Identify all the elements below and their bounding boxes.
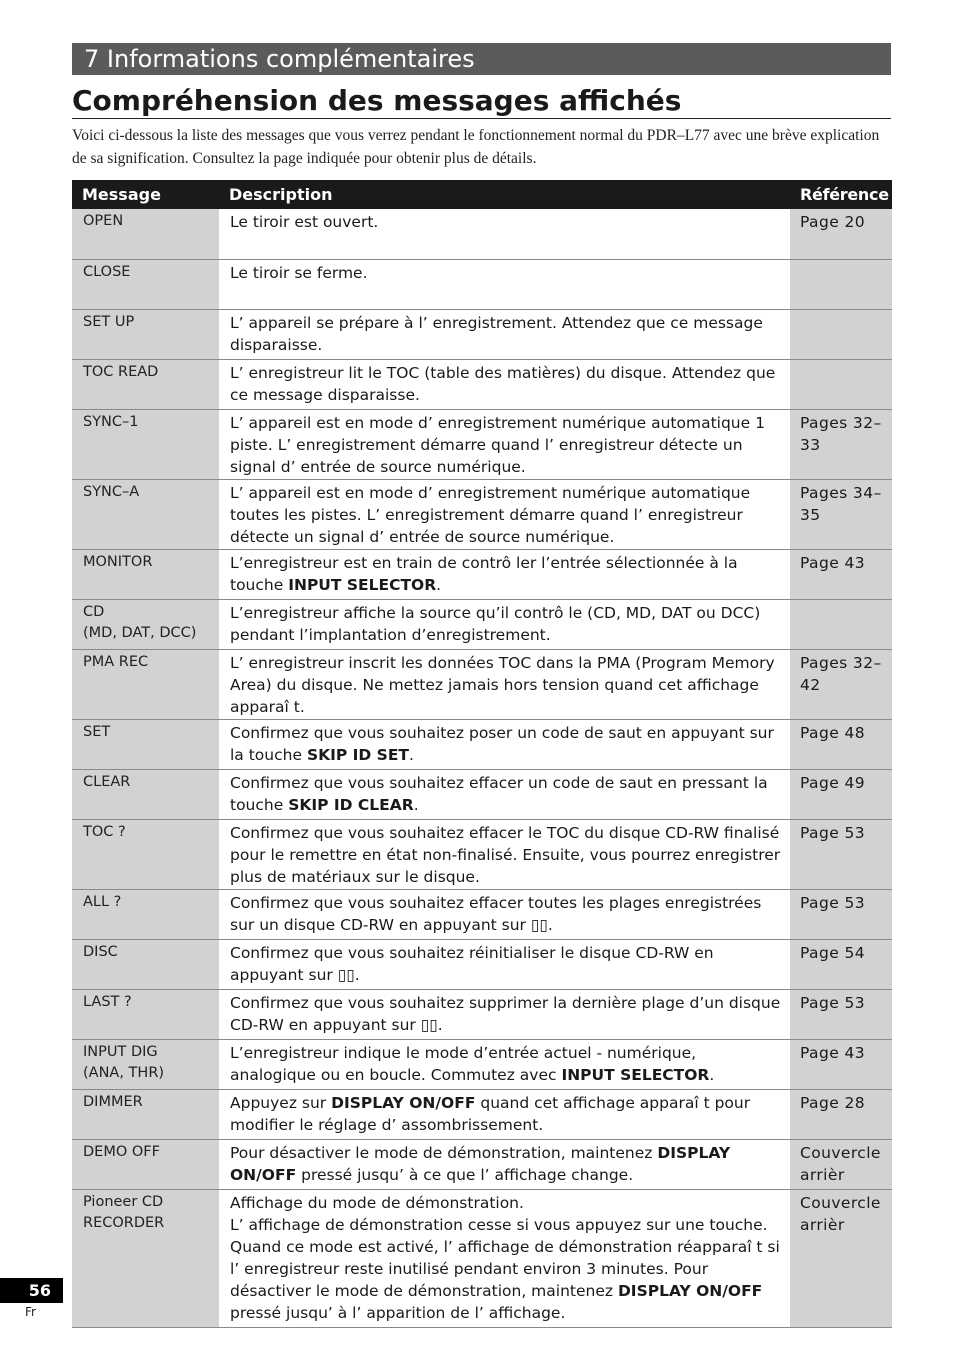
description-text: [230, 894, 761, 934]
reference-text: Page 48: [800, 723, 865, 742]
reference-text: Page 43: [800, 1043, 865, 1062]
reference-cell: [790, 479, 892, 549]
description-text: [230, 994, 780, 1034]
table-row: [72, 209, 892, 259]
reference-text: Page 49: [800, 773, 865, 792]
message-cell: [72, 769, 219, 819]
page-title: Compréhension des messages affichés: [72, 84, 891, 119]
description-text: [230, 724, 774, 764]
message-text: PMA REC: [83, 653, 149, 670]
message-cell: [72, 939, 219, 989]
reference-cell: [790, 889, 892, 939]
description-segment: pressé jusqu’ à ce que l’ affichage change.: [296, 1165, 634, 1184]
description-cell: [219, 769, 790, 819]
reference-cell: [790, 989, 892, 1039]
description-text: [230, 1194, 780, 1322]
reference-cell: [790, 309, 892, 359]
description-text: [230, 264, 368, 282]
message-text: DIMMER: [83, 1093, 143, 1110]
table-row: [72, 479, 892, 549]
table-header-row: [72, 180, 892, 209]
messages-table: [72, 180, 892, 1328]
description-segment: Le tiroir se ferme.: [230, 263, 368, 282]
description-text: [230, 364, 775, 404]
message-text: DEMO OFF: [83, 1143, 160, 1160]
message-text: LAST ?: [83, 993, 132, 1010]
table-row: [72, 309, 892, 359]
message-text: CLOSE: [83, 263, 131, 280]
description-segment: L’ appareil est en mode d’ enregistrement numérique automatique toutes les pistes. L’ enregistrement démarre quand l’ enregistreur détecte un signal d’ entrée de source numérique.: [230, 483, 751, 546]
message-cell: [72, 549, 219, 599]
message-text: Pioneer CD RECORDER: [83, 1193, 165, 1231]
reference-text: Page 20: [800, 213, 865, 231]
description-key-name: DISPLAY ON/OFF: [331, 1093, 476, 1112]
table-row: [72, 549, 892, 599]
message-cell: [72, 1039, 219, 1089]
message-text: INPUT DIG (ANA, THR): [83, 1043, 165, 1081]
message-text: TOC ?: [83, 823, 126, 840]
message-cell: [72, 1089, 219, 1139]
message-cell: [72, 309, 219, 359]
reference-cell: [790, 1189, 892, 1327]
description-cell: [219, 479, 790, 549]
message-cell: [72, 819, 219, 889]
description-segment: Affichage du mode de démonstration. L’ affichage de démonstration cesse si vous appuyez sur une touche. Quand ce mode est activé, l’ affichage de démonstration réapparaî t si l’ enregistreur reste inutilisé pendant environ 3 minutes. Pour désactiver le mode de démonstration, maintenez: [230, 1193, 780, 1300]
message-cell: [72, 719, 219, 769]
description-segment: .: [409, 745, 414, 764]
description-key-name: SKIP ID SET: [306, 745, 409, 764]
reference-text: Page 53: [800, 993, 865, 1012]
table-row: [72, 649, 892, 719]
reference-cell: [790, 1089, 892, 1139]
description-text: [230, 774, 768, 814]
description-cell: [219, 939, 790, 989]
description-text: [230, 944, 714, 984]
message-cell: [72, 649, 219, 719]
chapter-header: 7 Informations complémentaires: [72, 43, 891, 75]
page-number: 56: [0, 1278, 63, 1303]
reference-cell: [790, 1039, 892, 1089]
table-row: [72, 409, 892, 479]
description-segment: L’enregistreur indique le mode d’entrée actuel - numérique, analogique ou en boucle. Commutez avec: [230, 1043, 697, 1084]
table-row: [72, 889, 892, 939]
description-text: [230, 1044, 714, 1084]
description-cell: [219, 549, 790, 599]
message-cell: [72, 1189, 219, 1327]
description-cell: [219, 649, 790, 719]
reference-cell: [790, 209, 892, 259]
message-text: TOC READ: [83, 363, 159, 380]
reference-cell: [790, 409, 892, 479]
description-text: [230, 414, 765, 476]
reference-cell: [790, 599, 892, 649]
reference-text: Pages 32–42: [800, 653, 882, 694]
description-segment: Le tiroir est ouvert.: [230, 213, 379, 231]
description-cell: [219, 1089, 790, 1139]
description-segment: Confirmez que vous souhaitez effacer le TOC du disque CD-RW finalisé pour le remettre en état non-finalisé. Ensuite, vous pourrez enregistrer plus de matériaux sur le disque.: [230, 823, 781, 886]
message-text: ALL ?: [83, 893, 122, 910]
intro-paragraph: Voici ci-dessous la liste des messages que vous verrez pendant le fonctionnement normal du PDR–L77 avec une brève explication de sa signification. Consultez la page indiquée pour obtenir plus de détails.: [72, 127, 880, 167]
description-text: [230, 1144, 730, 1184]
description-segment: Appuyez sur: [230, 1093, 332, 1112]
message-text: SYNC–1: [83, 413, 139, 430]
reference-cell: [790, 259, 892, 309]
description-cell: [219, 719, 790, 769]
message-text: CLEAR: [83, 773, 131, 790]
description-segment: L’ appareil se prépare à l’ enregistrement. Attendez que ce message disparaisse.: [230, 313, 763, 354]
message-cell: [72, 989, 219, 1039]
table-row: [72, 989, 892, 1039]
description-cell: [219, 819, 790, 889]
message-text: DISC: [83, 943, 118, 960]
description-key-name: INPUT SELECTOR: [288, 575, 437, 594]
description-segment: Confirmez que vous souhaitez supprimer la dernière plage d’un disque CD-RW en appuyant sur ▯▯.: [230, 993, 781, 1034]
description-segment: .: [413, 795, 419, 814]
reference-cell: [790, 1139, 892, 1189]
description-segment: pressé jusqu’ à l’ apparition de l’ affichage.: [230, 1303, 566, 1322]
description-cell: [219, 599, 790, 649]
header-description: Description: [219, 180, 790, 209]
description-cell: [219, 259, 790, 309]
table-row: [72, 259, 892, 309]
description-text: [230, 554, 738, 594]
description-key-name: DISPLAY ON/OFF: [617, 1281, 763, 1300]
description-cell: [219, 889, 790, 939]
reference-text: Page 43: [800, 553, 865, 572]
table-row: [72, 359, 892, 409]
description-text: [230, 213, 378, 231]
table-row: [72, 1139, 892, 1189]
description-key-name: DISPLAY ON/OFF: [230, 1143, 731, 1184]
table-row: [72, 819, 892, 889]
message-cell: [72, 479, 219, 549]
description-cell: [219, 989, 790, 1039]
message-text: SET UP: [83, 313, 135, 330]
description-cell: [219, 309, 790, 359]
table-row: [72, 939, 892, 989]
description-cell: [219, 1139, 790, 1189]
description-segment: quand cet affichage apparaî t pour modifier le réglage d’ assombrissement.: [230, 1093, 751, 1134]
header-reference: Référence: [790, 180, 892, 209]
description-segment: Confirmez que vous souhaitez réinitialiser le disque CD-RW en appuyant sur ▯▯.: [230, 943, 714, 984]
reference-cell: [790, 769, 892, 819]
reference-text: Page 28: [800, 1093, 865, 1112]
header-message: Message: [72, 180, 219, 209]
description-segment: L’ appareil est en mode d’ enregistrement numérique automatique 1 piste. L’ enregistrement démarre quand l’ enregistreur détecte un signal d’ entrée de source numérique.: [230, 413, 765, 476]
reference-cell: [790, 719, 892, 769]
description-segment: Pour désactiver le mode de démonstration, maintenez: [230, 1143, 658, 1162]
table-row: [72, 769, 892, 819]
reference-text: Couvercle arrièr: [800, 1143, 881, 1184]
reference-text: Page 53: [800, 893, 865, 912]
message-text: MONITOR: [83, 553, 153, 570]
reference-text: Page 53: [800, 823, 865, 842]
description-text: [230, 314, 763, 354]
description-text: [230, 604, 760, 644]
description-key-name: SKIP ID CLEAR: [288, 795, 414, 814]
message-text: SET: [83, 723, 111, 740]
message-cell: [72, 209, 219, 259]
reference-cell: [790, 549, 892, 599]
reference-text: Pages 32–33: [800, 413, 882, 454]
message-cell: [72, 259, 219, 309]
table-row: [72, 719, 892, 769]
description-text: [230, 1094, 750, 1134]
description-segment: L’ enregistreur inscrit les données TOC dans la PMA (Program Memory Area) du disque. Ne mettez jamais hors tension quand cet affichage apparaî t.: [230, 653, 775, 716]
message-cell: [72, 599, 219, 649]
reference-text: Pages 34–35: [800, 483, 882, 524]
description-segment: L’enregistreur affiche la source qu’il contrô le (CD, MD, DAT ou DCC) pendant l’implantation d’enregistrement.: [230, 603, 761, 644]
table-row: [72, 1039, 892, 1089]
description-cell: [219, 409, 790, 479]
reference-cell: [790, 359, 892, 409]
description-cell: [219, 209, 790, 259]
message-text: OPEN: [83, 213, 124, 229]
message-cell: [72, 1139, 219, 1189]
description-segment: L’ enregistreur lit le TOC (table des matières) du disque. Attendez que ce message disparaisse.: [230, 363, 776, 404]
description-segment: L’enregistreur est en train de contrô ler l’entrée sélectionnée à la touche: [230, 553, 738, 594]
reference-cell: [790, 819, 892, 889]
message-text: SYNC–A: [83, 483, 140, 500]
message-cell: [72, 359, 219, 409]
table-row: [72, 599, 892, 649]
description-segment: Confirmez que vous souhaitez poser un code de saut en appuyant sur la touche: [230, 723, 774, 764]
description-segment: .: [709, 1065, 715, 1084]
description-cell: [219, 359, 790, 409]
description-text: [230, 484, 750, 546]
description-segment: .: [436, 575, 442, 594]
message-cell: [72, 409, 219, 479]
description-cell: [219, 1039, 790, 1089]
description-segment: Confirmez que vous souhaitez effacer un code de saut en pressant la touche: [230, 773, 768, 814]
description-key-name: INPUT SELECTOR: [561, 1065, 710, 1084]
message-text: CD (MD, DAT, DCC): [83, 603, 197, 641]
message-cell: [72, 889, 219, 939]
reference-text: Couvercle arrièr: [800, 1193, 881, 1234]
reference-cell: [790, 649, 892, 719]
description-text: [230, 654, 775, 716]
reference-cell: [790, 939, 892, 989]
reference-text: Page 54: [800, 943, 865, 962]
description-text: [230, 824, 780, 886]
language-label: Fr: [25, 1305, 36, 1319]
table-body: [72, 209, 892, 1327]
table-row: [72, 1089, 892, 1139]
description-segment: Confirmez que vous souhaitez effacer toutes les plages enregistrées sur un disque CD-RW en appuyant sur ▯▯.: [230, 893, 762, 934]
description-cell: [219, 1189, 790, 1327]
table-row: [72, 1189, 892, 1327]
